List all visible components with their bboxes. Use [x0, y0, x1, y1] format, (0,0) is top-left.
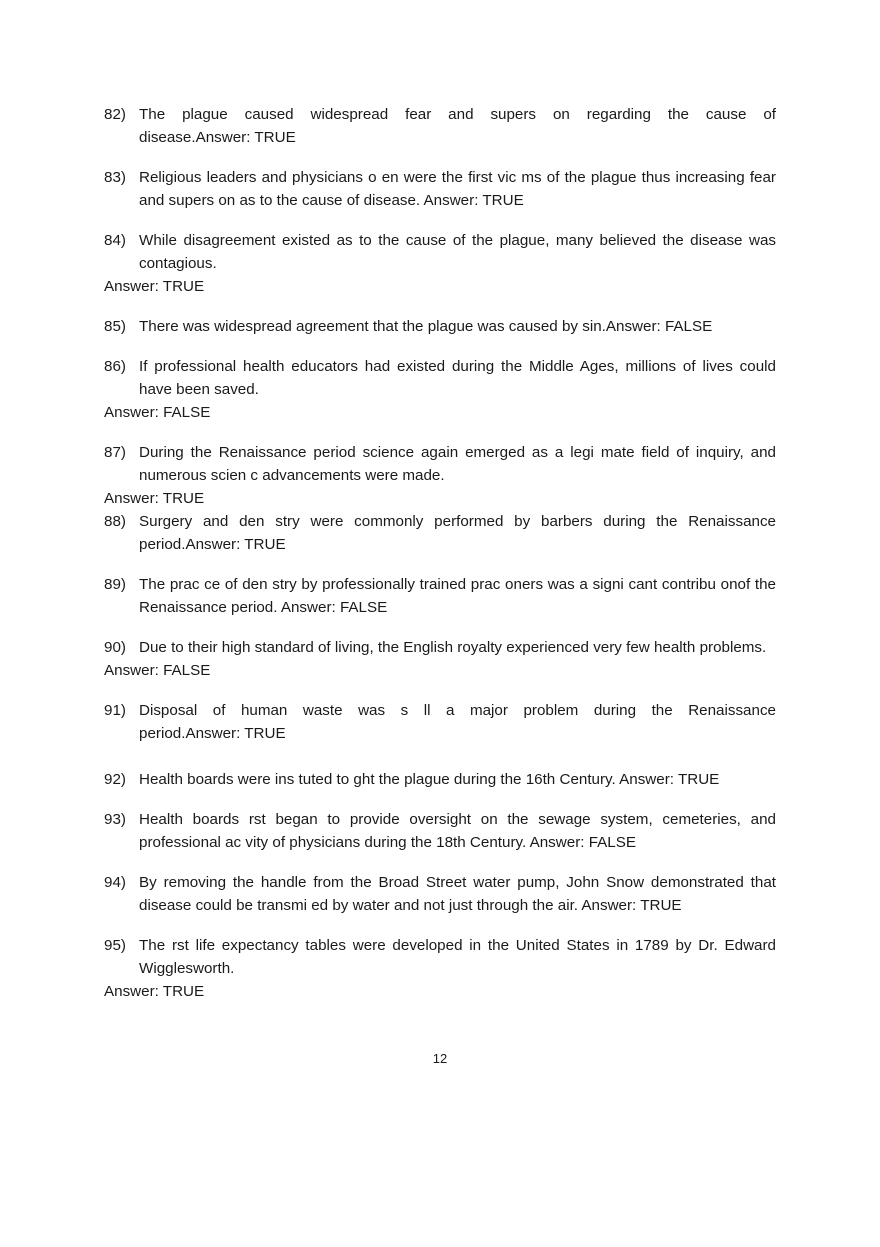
item-answer: Answer: FALSE [104, 404, 211, 421]
page-number: 12 [432, 1051, 448, 1066]
item-text: The rst life expectancy tables were developed in the United States in 1789 by Dr. Edward Wigglesworth. [139, 937, 776, 977]
list-item [104, 355, 776, 424]
item-text: The prac ce of den stry by professionally trained prac oners was a signi cant contribu onof the Renaissance period. Answer: FALSE [139, 576, 776, 616]
item-answer: Answer: TRUE [423, 192, 524, 209]
item-number: 90) [104, 639, 126, 656]
item-number: 83) [104, 169, 126, 186]
item-number: 95) [104, 937, 126, 954]
item-text: Health boards rst began to provide oversight on the sewage system, cemeteries, and professional ac vity of physicians during the 18th Century. Answer: FALSE [139, 811, 776, 851]
item-text: During the Renaissance period science again emerged as a legi mate field of inquiry, and numerous scien c advancements were made. [139, 444, 776, 484]
list-item [104, 315, 776, 338]
item-answer: Answer: TRUE [104, 490, 205, 507]
item-text: Health boards were ins tuted to ght the plague during the 16th Century. Answer: TRUE [139, 771, 720, 788]
item-text: The plague caused widespread fear and supers on regarding the cause of disease.Answer: TRUE [139, 106, 776, 146]
item-number: 92) [104, 771, 126, 788]
item-text: Due to their high standard of living, the English royalty experienced very few health problems. [139, 639, 767, 656]
item-text: Religious leaders and physicians o en were the first vic ms of the plague thus increasing fear and supers on as to the cause of disease. Answer: TRUE [139, 169, 776, 209]
list-item [104, 871, 776, 917]
item-answer: Answer: TRUE [195, 129, 296, 146]
item-answer: Answer: TRUE [185, 536, 286, 553]
list-item [104, 808, 776, 854]
item-number: 91) [104, 702, 126, 719]
item-number: 94) [104, 874, 126, 891]
item-text: If professional health educators had existed during the Middle Ages, millions of lives could have been saved. [139, 358, 776, 398]
list-item [104, 441, 776, 510]
item-text: By removing the handle from the Broad Street water pump, John Snow demonstrated that disease could be transmi ed by water and not just through the air. Answer: TRUE [139, 874, 776, 914]
item-number: 93) [104, 811, 126, 828]
item-text: While disagreement existed as to the cause of the plague, many believed the disease was contagious. [139, 232, 776, 272]
list-item [104, 699, 776, 745]
item-number: 89) [104, 576, 126, 593]
item-answer: Answer: TRUE [619, 771, 720, 788]
list-item [104, 510, 776, 556]
item-number: 87) [104, 444, 126, 461]
list-item [104, 103, 776, 149]
list-item [104, 768, 776, 791]
item-number: 82) [104, 106, 126, 123]
item-number: 88) [104, 513, 126, 530]
item-answer: Answer: TRUE [581, 897, 682, 914]
item-answer: Answer: FALSE [605, 318, 713, 335]
item-text: Surgery and den stry were commonly performed by barbers during the Renaissance period.Answer: TRUE [139, 513, 776, 553]
item-answer: Answer: FALSE [280, 599, 388, 616]
item-answer: Answer: TRUE [185, 725, 286, 742]
question-list [104, 103, 776, 1003]
item-answer: Answer: FALSE [529, 834, 636, 851]
item-answer: Answer: FALSE [104, 662, 211, 679]
item-number: 85) [104, 318, 126, 335]
item-number: 86) [104, 358, 126, 375]
list-item [104, 934, 776, 1003]
list-item [104, 229, 776, 298]
item-text: There was widespread agreement that the plague was caused by sin.Answer: FALSE [139, 318, 713, 335]
item-answer: Answer: TRUE [104, 278, 205, 295]
item-number: 84) [104, 232, 126, 249]
list-item [104, 166, 776, 212]
list-item [104, 636, 776, 682]
item-text: Disposal of human waste was s ll a major problem during the Renaissance period.Answer: TRUE [139, 702, 776, 742]
list-item [104, 573, 776, 619]
item-answer: Answer: TRUE [104, 983, 205, 1000]
